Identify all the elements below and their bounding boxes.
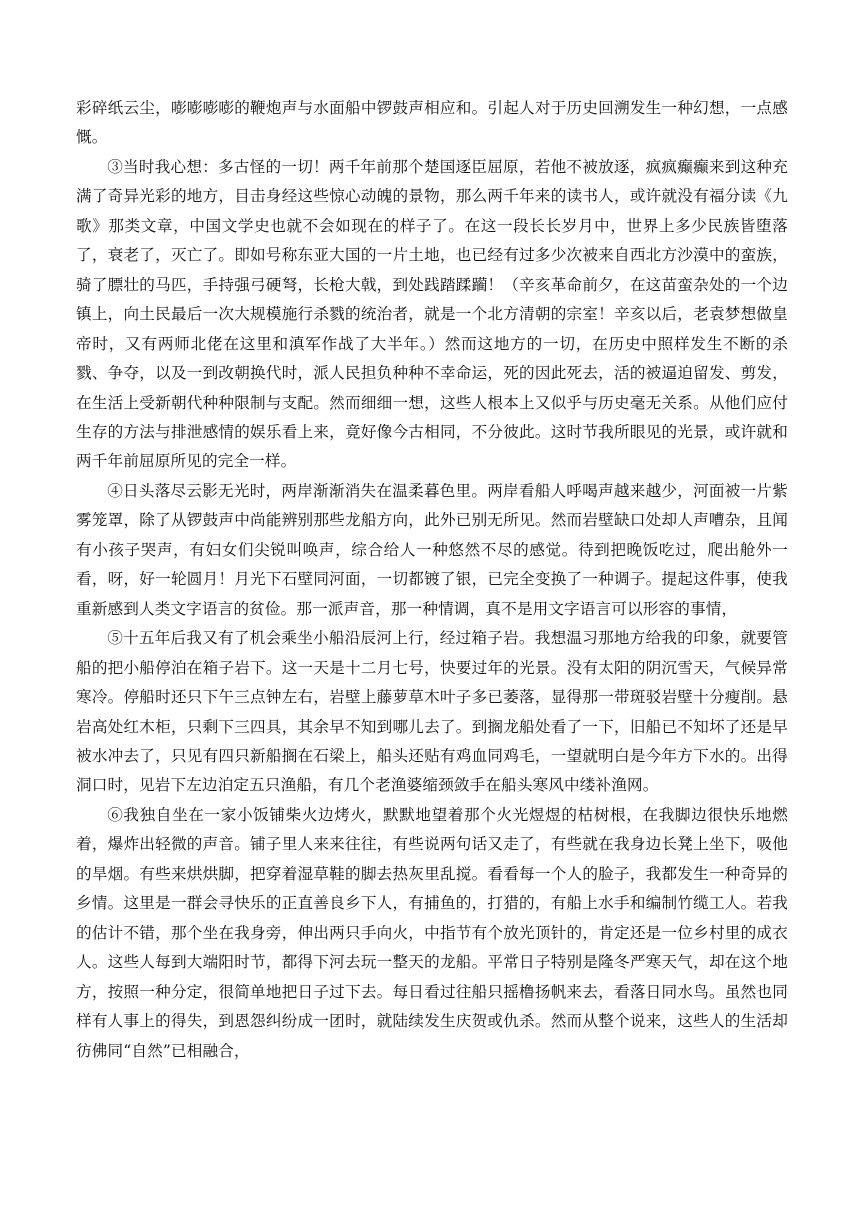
paragraph-continued: 彩碎纸云尘，嘭嘭嘭嘭的鞭炮声与水面船中锣鼓声相应和。引起人对于历史回溯发生一种幻想，一点感慨。: [76, 99, 788, 147]
paragraph-6: ⑥我独自坐在一家小饭铺柴火边烤火，默默地望着那个火光煜煜的枯树根，在我脚边很快乐地燃着，爆炸出轻微的声音。铺子里人来来往往，有些说两句话又走了，有些就在我身边长凳上坐下，吸他的旱烟。有些来烘烘脚，把穿着湿草鞋的脚去热灰里乱搅。看看每一个人的脸子，我都发生一种奇异的乡情。这里是一群会寻快乐的正直善良乡下人，有捕鱼的，打猎的，有船上水手和编制竹缆工人。若我的估计不错，那个坐在我身旁，伸出两只手向火，中指节有个放光顶针的，肯定还是一位乡村里的成衣人。这些人每到大端阳时节，都得下河去玩一整天的龙船。平常日子特别是隆冬严寒天气，却在这个地方，按照一种分定，很简单地把日子过下去。每日看过往船只摇橹扬帆来去，看落日同水鸟。虽然也同样有人事上的得失，到恩怨纠纷成一团时，就陆续发生庆贺或仇杀。然而从整个说来，这些人的生活却彷佛同“自然”已相融合，: [76, 805, 788, 1060]
paragraph-5: ⑤十五年后我又有了机会乘坐小船沿辰河上行，经过箱子岩。我想温习那地方给我的印象，就要管船的把小船停泊在箱子岩下。这一天是十二月七号，快要过年的光景。没有太阳的阴沉雪天，气候异常寒冷。停船时还只下午三点钟左右，岩壁上藤萝草木叶子多已萎落，显得那一带斑驳岩壁十分瘦削。悬岩高处红木柜，只剩下三四具，其余早不知到哪儿去了。到搁龙船处看了一下，旧船已不知坏了还是早被水冲去了，只见有四只新船搁在石梁上，船头还贴有鸡血同鸡毛，一望就明白是今年方下水的。出得洞口时，见岩下左边泊定五只渔船，有几个老渔婆缩颈敛手在船头寒风中缕补渔网。: [76, 629, 788, 795]
document-page: [76, 94, 788, 1066]
paragraph-4: ④日头落尽云影无光时，两岸渐渐消失在温柔暮色里。两岸看船人呼喝声越来越少，河面被一片紫雾笼罩，除了从锣鼓声中尚能辨别那些龙船方向，此外已别无所见。然而岩壁缺口处却人声嘈杂，且闻有小孩子哭声，有妇女们尖锐叫唤声，综合给人一种悠然不尽的感觉。待到把晚饭吃过，爬出舱外一看，呀，好一轮圆月！月光下石壁同河面，一切都镀了银，已完全变换了一种调子。提起这件事，使我重新感到人类文字语言的贫俭。那一派声音，那一种情调，真不是用文字语言可以形容的事情，: [76, 481, 788, 618]
paragraph-3: ③当时我心想：多古怪的一切！两千年前那个楚国逐臣屈原，若他不被放逐，疯疯癫癫来到这种充满了奇异光彩的地方，目击身经这些惊心动魄的景物，那么两千年来的读书人，或许就没有福分读《九歌》那类文章，中国文学史也就不会如现在的样子了。在这一段长长岁月中，世界上多少民族皆堕落了，衰老了，灭亡了。即如号称东亚大国的一片土地，也已经有过多少次被来自西北方沙漠中的蛮族，骑了膘壮的马匹，手持强弓硬弩，长枪大戟，到处践踏蹂躏！（辛亥革命前夕，在这苗蛮杂处的一个边镇上，向土民最后一次大规模施行杀戮的统治者，就是一个北方清朝的宗室！辛亥以后，老袁梦想做皇帝时，又有两师北佬在这里和滇军作战了大半年。）然而这地方的一切，在历史中照样发生不断的杀戮、争夺，以及一到改朝换代时，派人民担负种种不幸命运，死的因此死去，活的被逼迫留发、剪发，在生活上受新朝代种种限制与支配。然而细细一想，这些人根本上又似乎与历史毫无关系。从他们应付生存的方法与排泄感情的娱乐看上来，竟好像今古相同，不分彼此。这时节我所眼见的光景，或许就和两千年前屈原所见的完全一样。: [76, 157, 788, 471]
